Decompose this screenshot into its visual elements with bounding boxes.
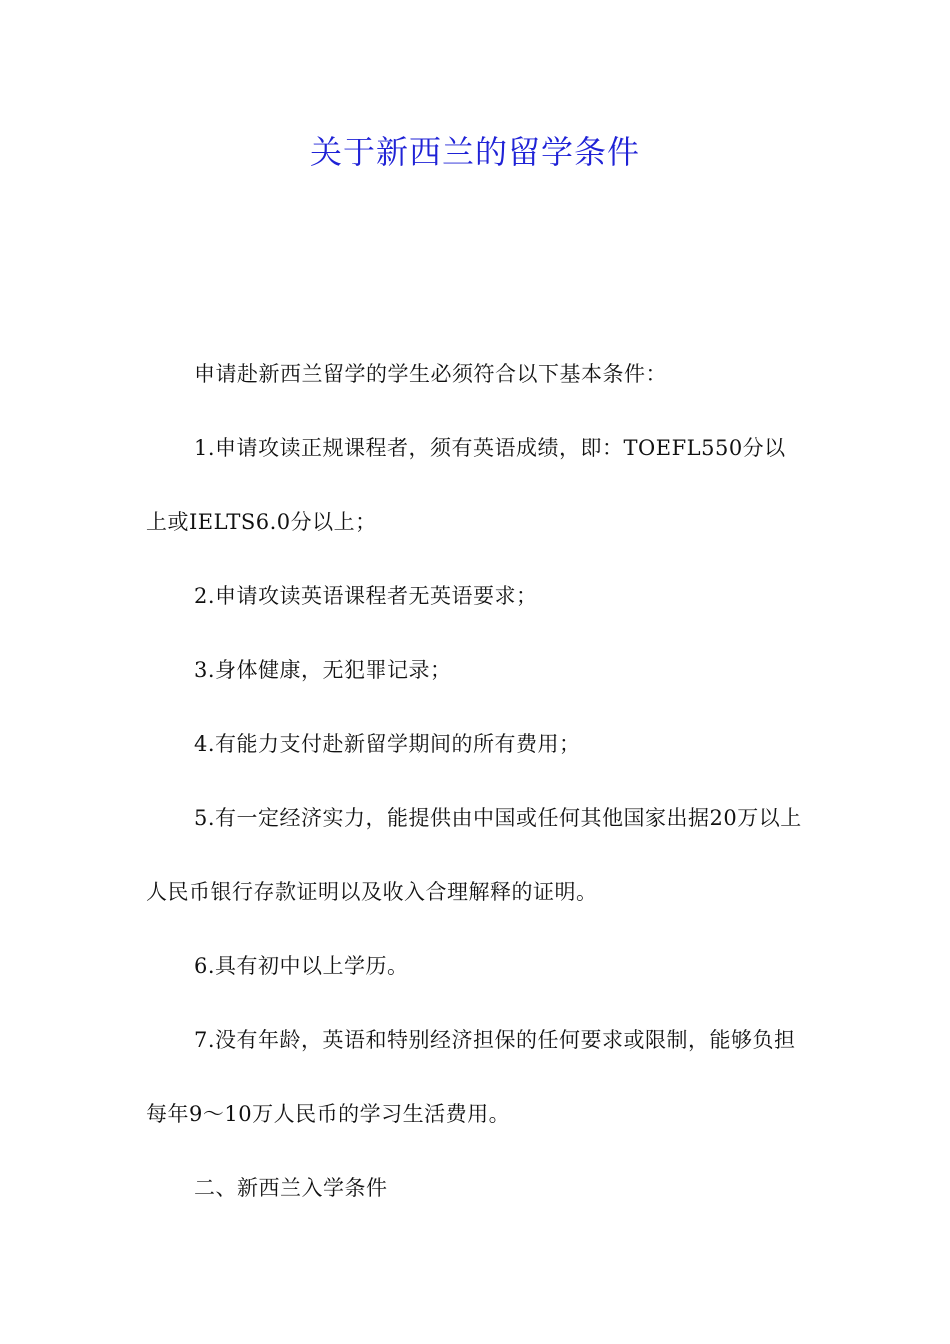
document-body — [146, 337, 806, 1225]
paragraph-item-3: 3.身体健康，无犯罪记录； — [194, 658, 452, 682]
document-title: 关于新西兰的留学条件 — [309, 133, 640, 171]
paragraph-item-4: 4.有能力支付赴新留学期间的所有费用； — [194, 732, 581, 756]
paragraph-item-7: 7.没有年龄，英语和特别经济担保的任何要求或限制，能够负担每年9～10万人民币的学习生活费用。 — [146, 1028, 796, 1126]
paragraph-item-2: 2.申请攻读英语课程者无英语要求； — [194, 584, 538, 608]
paragraph-item-5: 5.有一定经济实力，能提供由中国或任何其他国家出据20万以上人民币银行存款证明以及收入合理解释的证明。 — [146, 806, 802, 904]
paragraph-intro: 申请赴新西兰留学的学生必须符合以下基本条件： — [194, 362, 667, 386]
paragraph-item-6: 6.具有初中以上学历。 — [194, 954, 409, 978]
paragraph-item-1: 1.申请攻读正规课程者，须有英语成绩，即：TOEFL550分以上或IELTS6.0分以上； — [146, 436, 786, 534]
section-heading: 二、新西兰入学条件 — [194, 1176, 388, 1200]
